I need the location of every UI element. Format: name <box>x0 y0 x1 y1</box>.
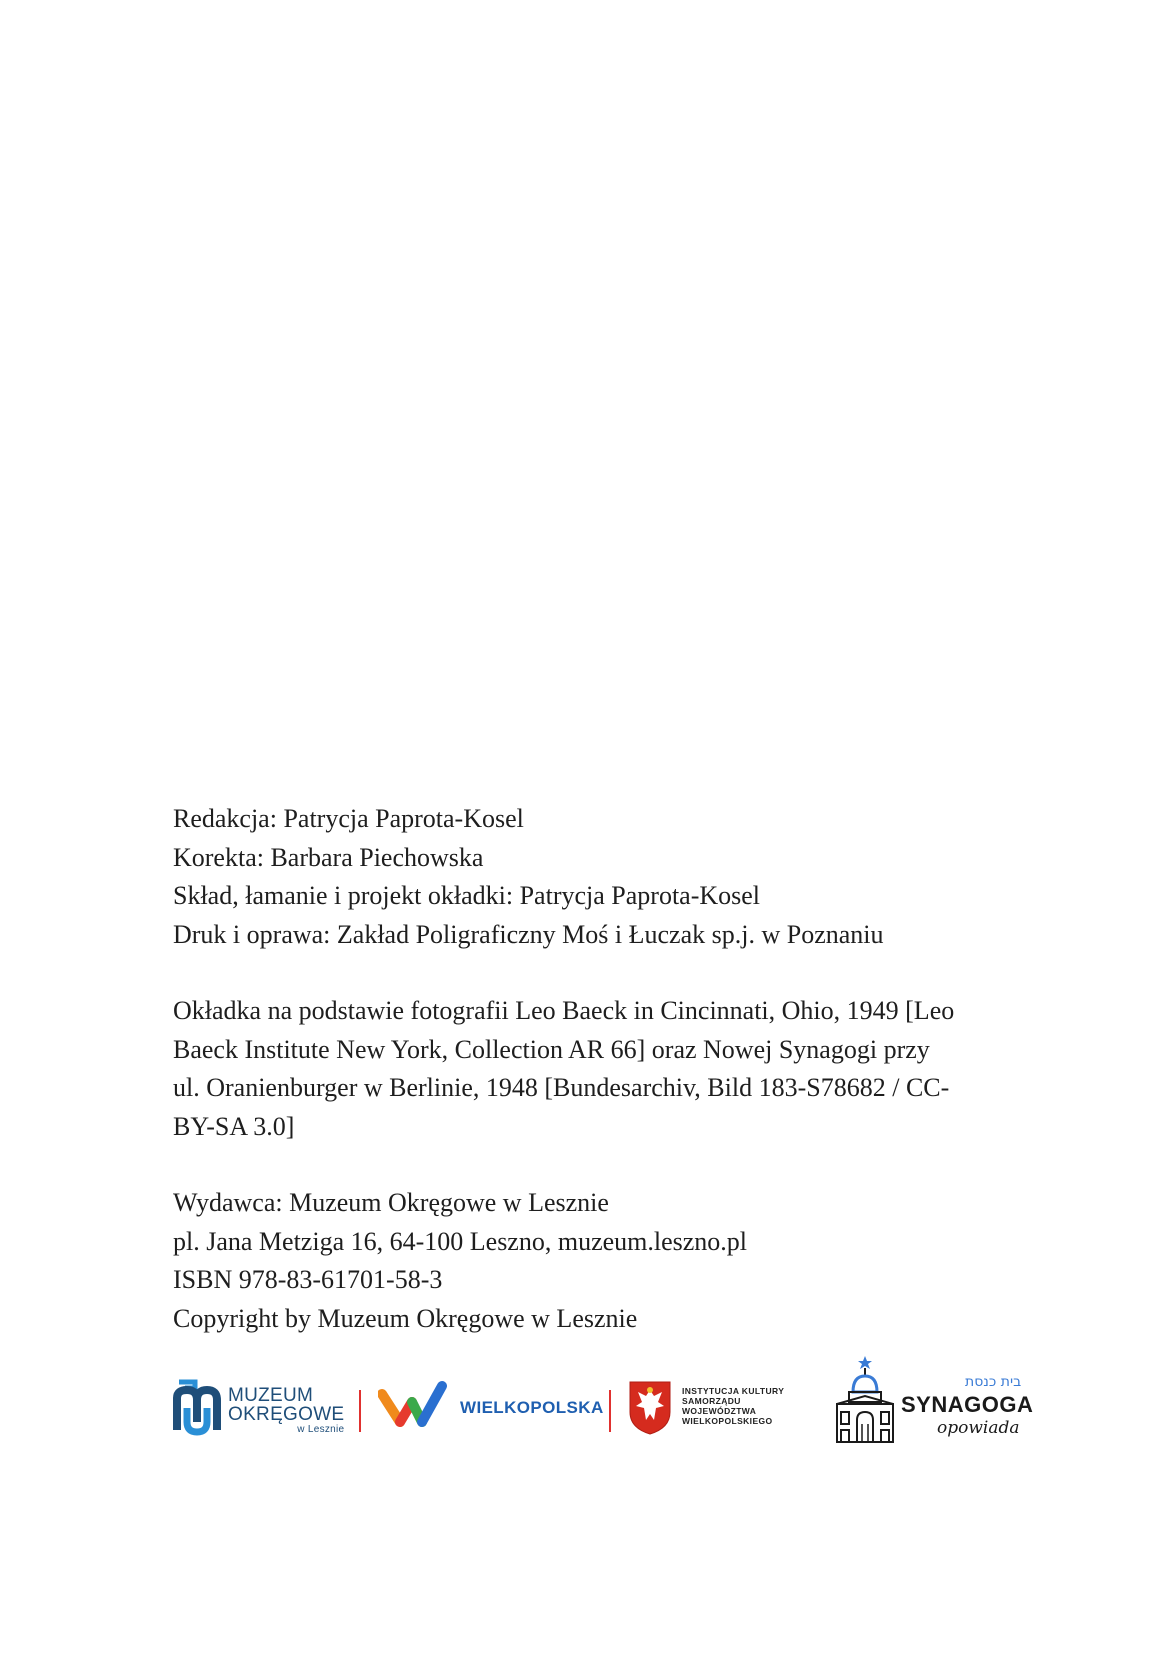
credit-printing: Druk i oprawa: Zakład Poligraficzny Moś i Łuczak sp.j. w Poznaniu <box>173 919 884 949</box>
muzeum-wordmark <box>228 1386 344 1436</box>
logo-separator <box>609 1390 611 1432</box>
instytucja-line: SAMORZĄDU <box>682 1396 741 1406</box>
cover-note-line: Baeck Institute New York, Collection AR 66] oraz Nowej Synagogi przy <box>173 1034 930 1064</box>
instytucja-logo <box>628 1350 818 1450</box>
synagoga-hebrew: בית כנסת <box>965 1374 1022 1390</box>
muzeum-logo <box>173 1350 353 1450</box>
publisher-name: Wydawca: Muzeum Okręgowe w Lesznie <box>173 1188 609 1217</box>
credit-proofreading: Korekta: Barbara Piechowska <box>173 842 484 872</box>
synagoga-subtitle: opowiada <box>937 1418 1020 1438</box>
credit-layout: Skład, łamanie i projekt okładki: Patrycja Paprota-Kosel <box>173 881 761 910</box>
cover-note-line: Okładka na podstawie fotografii Leo Baeck in Cincinnati, Ohio, 1949 [Leo <box>173 996 955 1025</box>
synagoga-logo <box>833 1350 1033 1450</box>
credits-block <box>173 800 1053 954</box>
muzeum-line3: w Lesznie <box>297 1424 345 1435</box>
muzeum-line1: MUZEUM <box>228 1385 314 1406</box>
logo-separator <box>359 1390 361 1432</box>
instytucja-line: INSTYTUCJA KULTURY <box>682 1386 785 1396</box>
publisher-address: pl. Jana Metziga 16, 64-100 Leszno, muzeum.leszno.pl <box>173 1226 748 1256</box>
wielkopolska-logo <box>378 1350 604 1450</box>
credit-editor: Redakcja: Patrycja Paprota-Kosel <box>173 804 524 833</box>
copyright: Copyright by Muzeum Okręgowe w Lesznie <box>173 1303 638 1333</box>
cover-note-block <box>173 992 1053 1146</box>
instytucja-line: WIELKOPOLSKIEGO <box>682 1416 773 1426</box>
isbn: ISBN 978-83-61701-58-3 <box>173 1265 443 1294</box>
publisher-block <box>173 1184 1053 1338</box>
instytucja-wordmark <box>682 1386 812 1426</box>
wielkopolska-wordmark: WIELKOPOLSKA <box>460 1398 604 1417</box>
cover-note-line: BY-SA 3.0] <box>173 1111 295 1141</box>
muzeum-line2: OKRĘGOWE <box>228 1404 345 1425</box>
instytucja-line: WOJEWÓDZTWA <box>682 1406 757 1416</box>
wielkopolska-w-icon <box>378 1378 450 1438</box>
cover-note-line: ul. Oranienburger w Berlinie, 1948 [Bundesarchiv, Bild 183-S78682 / CC- <box>173 1073 950 1102</box>
colophon <box>173 800 1053 1338</box>
synagoga-title: SYNAGOGA <box>901 1392 1034 1417</box>
muzeum-m-icon <box>173 1378 225 1438</box>
synagogue-building-icon <box>833 1354 897 1446</box>
eagle-coat-of-arms-icon <box>628 1380 672 1436</box>
logo-strip <box>173 1350 1033 1450</box>
